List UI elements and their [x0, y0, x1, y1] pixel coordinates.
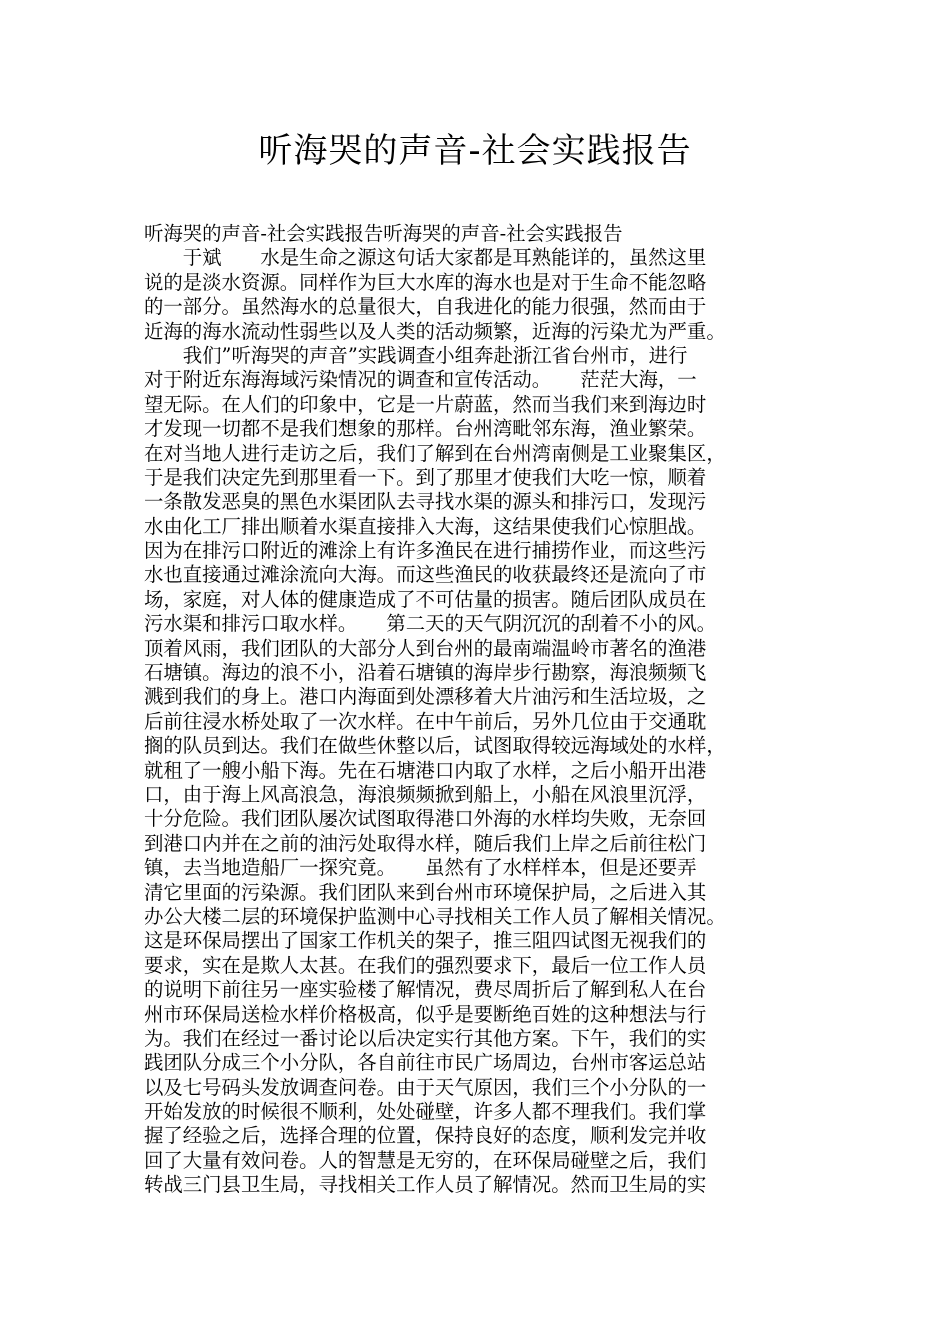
body-line: 的一部分。虽然海水的总量很大，自我进化的能力很强，然而由于 [144, 295, 707, 319]
body-line: 开始发放的时候很不顺利，处处碰壁，许多人都不理我们。我们掌 [144, 1100, 707, 1124]
body-line: 溅到我们的身上。港口内海面到处漂移着大片油污和生活垃圾，之 [144, 685, 707, 709]
body-line: 于斌 水是生命之源这句话大家都是耳熟能详的，虽然这里 [144, 246, 707, 270]
body-line: 回了大量有效问卷。人的智慧是无穷的，在环保局碰壁之后，我们 [144, 1148, 707, 1172]
body-line: 清它里面的污染源。我们团队来到台州市环境保护局，之后进入其 [144, 880, 707, 904]
body-line: 才发现一切都不是我们想象的那样。台州湾毗邻东海，渔业繁荣。 [144, 417, 707, 441]
body-line: 水由化工厂排出顺着水渠直接排入大海，这结果使我们心惊胆战。 [144, 514, 707, 538]
body-line: 说的是淡水资源。同样作为巨大水库的海水也是对于生命不能忽略 [144, 270, 707, 294]
body-line: 以及七号码头发放调查问卷。由于天气原因，我们三个小分队的一 [144, 1075, 707, 1099]
body-line: 对于附近东海海域污染情况的调查和宣传活动。 茫茫大海，一 [144, 368, 697, 392]
body-line: 因为在排污口附近的滩涂上有许多渔民在进行捕捞作业，而这些污 [144, 539, 707, 563]
body-line: 后前往浸水桥处取了一次水样。在中午前后，另外几位由于交通耽 [144, 709, 707, 733]
body-line: 践团队分成三个小分队，各自前往市民广场周边，台州市客运总站 [144, 1051, 707, 1075]
body-line: 为。我们在经过一番讨论以后决定实行其他方案。下午，我们的实 [144, 1026, 707, 1050]
body-line: 近海的海水流动性弱些以及人类的活动频繁，近海的污染尤为严重。 [144, 319, 726, 343]
body-line: 石塘镇。海边的浪不小，沿着石塘镇的海岸步行勘察，海浪频频飞 [144, 661, 707, 685]
document-title: 听海哭的声音-社会实践报告 [258, 131, 692, 171]
body-line: 就租了一艘小船下海。先在石塘港口内取了水样，之后小船开出港 [144, 758, 707, 782]
body-line: 办公大楼二层的环境保护监测中心寻找相关工作人员了解相关情况。 [144, 904, 726, 928]
body-line: 到港口内并在之前的油污处取得水样，随后我们上岸之后前往松门 [144, 831, 707, 855]
body-line: 于是我们决定先到那里看一下。到了那里才使我们大吃一惊，顺着 [144, 465, 707, 489]
body-line: 污水渠和排污口取水样。 第二天的天气阴沉沉的刮着不小的风。 [144, 612, 717, 636]
body-line: 州市环保局送检水样价格极高，似乎是要断绝百姓的这种想法与行 [144, 1002, 707, 1026]
body-line: 我们”听海哭的声音”实践调查小组奔赴浙江省台州市，进行 [144, 343, 688, 367]
body-line: 场，家庭，对人体的健康造成了不可估量的损害。随后团队成员在 [144, 587, 707, 611]
body-line: 十分危险。我们团队屡次试图取得港口外海的水样均失败，无奈回 [144, 807, 707, 831]
body-line: 顶着风雨，我们团队的大部分人到台州的最南端温岭市著名的渔港 [144, 636, 707, 660]
body-line: 水也直接通过滩涂流向大海。而这些渔民的收获最终还是流向了市 [144, 563, 707, 587]
body-line: 握了经验之后，选择合理的位置，保持良好的态度，顺利发完并收 [144, 1124, 707, 1148]
body-line: 搁的队员到达。我们在做些休整以后，试图取得较远海域处的水样， [144, 734, 726, 758]
body-line: 一条散发恶臭的黑色水渠团队去寻找水渠的源头和排污口，发现污 [144, 490, 707, 514]
body-line: 镇，去当地造船厂一探究竟。 虽然有了水样样本，但是还要弄 [144, 856, 697, 880]
body-line: 在对当地人进行走访之后，我们了解到在台州湾南侧是工业聚集区， [144, 441, 726, 465]
body-line: 的说明下前往另一座实验楼了解情况，费尽周折后了解到私人在台 [144, 978, 707, 1002]
body-line: 这是环保局摆出了国家工作机关的架子，推三阻四试图无视我们的 [144, 929, 707, 953]
body-line: 口，由于海上风高浪急，海浪频频掀到船上，小船在风浪里沉浮， [144, 782, 707, 806]
document-body [144, 222, 824, 1198]
body-line: 听海哭的声音-社会实践报告听海哭的声音-社会实践报告 [144, 222, 623, 245]
body-line: 要求，实在是欺人太甚。在我们的强烈要求下，最后一位工作人员 [144, 953, 707, 977]
body-line: 转战三门县卫生局，寻找相关工作人员了解情况。然而卫生局的实 [144, 1173, 707, 1197]
body-line: 望无际。在人们的印象中，它是一片蔚蓝，然而当我们来到海边时 [144, 392, 707, 416]
